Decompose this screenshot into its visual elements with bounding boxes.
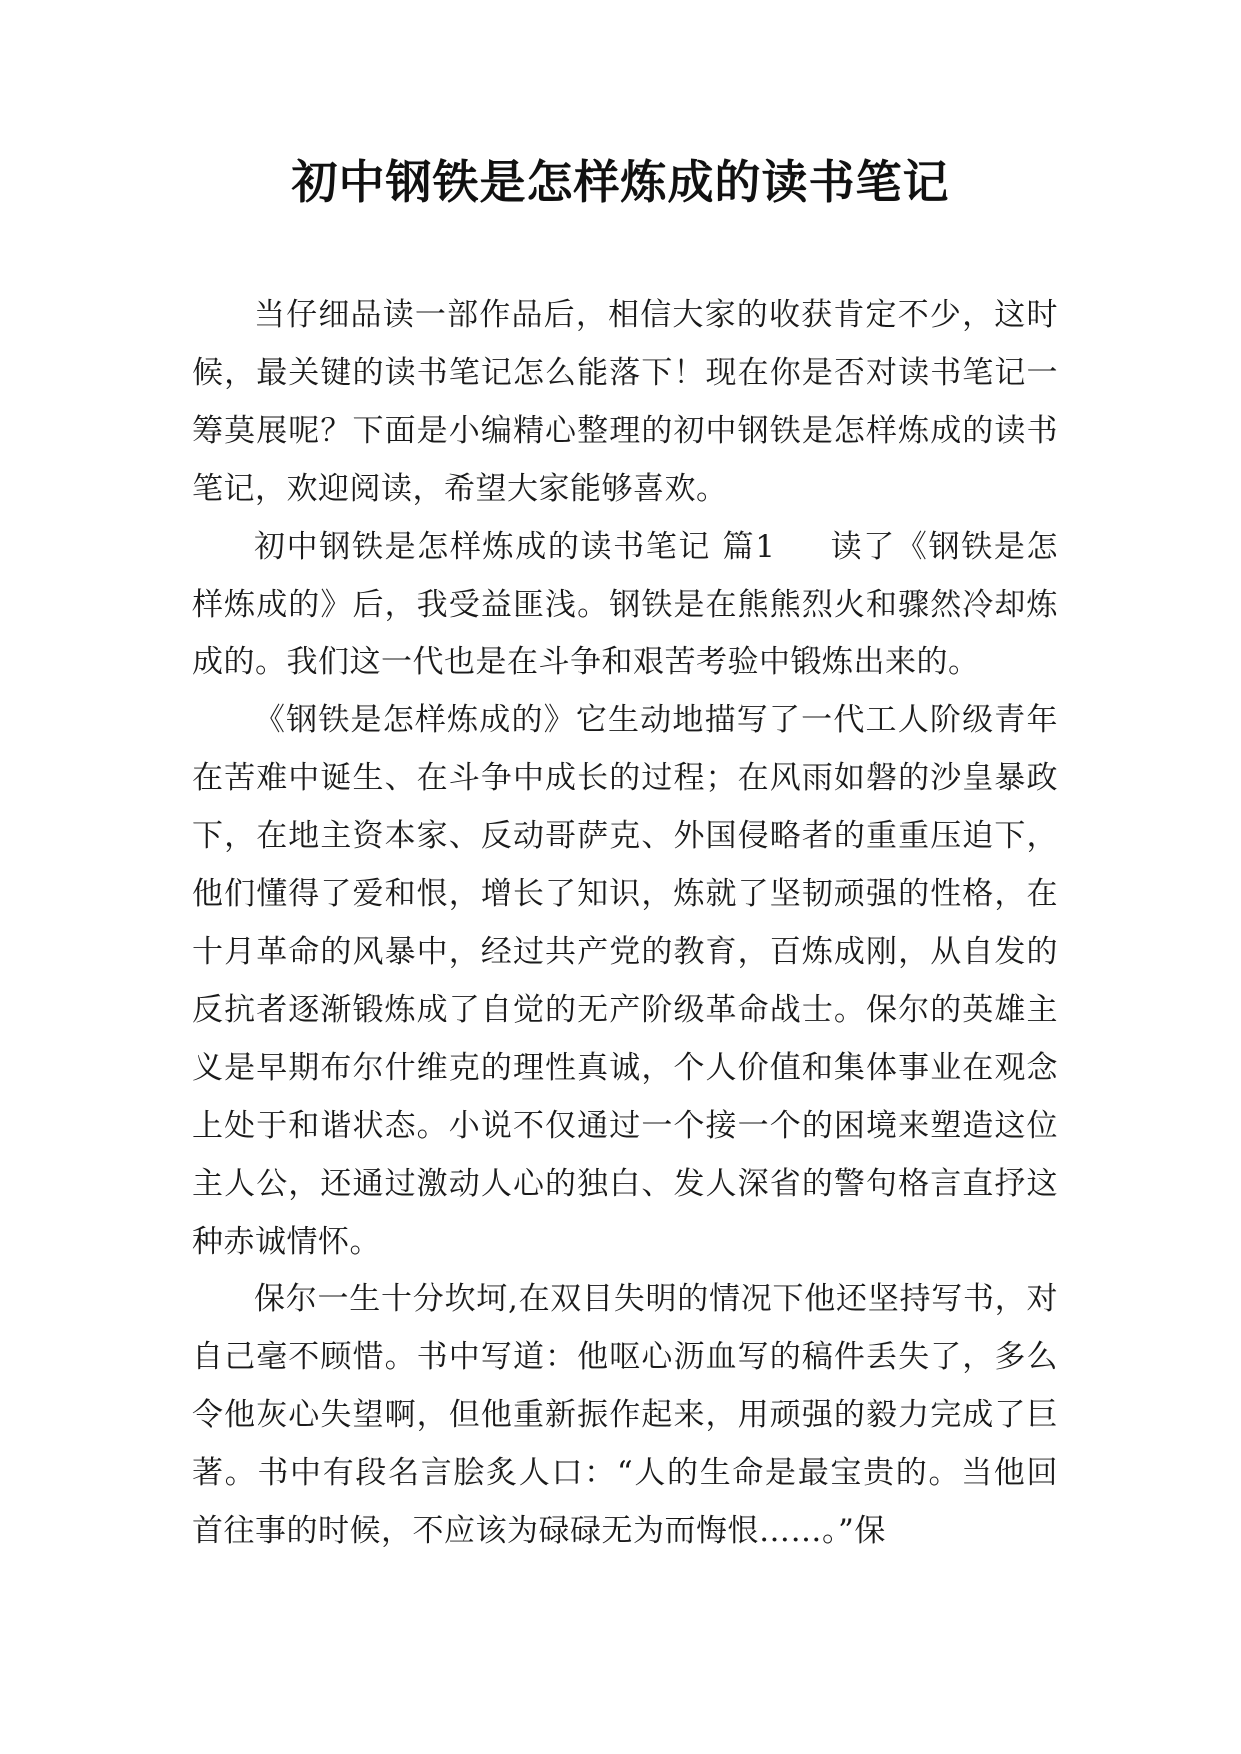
document-body bbox=[192, 287, 1058, 1561]
intro-paragraph: 当仔细品读一部作品后，相信大家的收获肯定不少，这时候，最关键的读书笔记怎么能落下！现在你是否对读书笔记一筹莫展呢？下面是小编精心整理的初中钢铁是怎样炼成的读书笔记，欢迎阅读，希望大家能够喜欢。 bbox=[192, 297, 1058, 507]
section-first-text: 读了《钢铁是怎样炼成的》后，我受益匪浅。钢铁是在熊熊烈火和骤然冷却炼成的。我们这一代也是在斗争和艰苦考验中锻炼出来的。 bbox=[192, 528, 1059, 681]
section-heading: 初中钢铁是怎样炼成的读书笔记 篇1 bbox=[254, 528, 776, 565]
document-title: 初中钢铁是怎样炼成的读书笔记 bbox=[291, 155, 950, 209]
section-1-paragraph bbox=[192, 519, 1058, 693]
body-paragraph-3: 保尔一生十分坎坷,在双目失明的情况下他还坚持写书，对自己毫不顾惜。书中写道：他呕心沥血写的稿件丢失了，多么令他灰心失望啊，但他重新振作起来，用顽强的毅力完成了巨著。书中有段名言脍炙人口：“人的生命是最宝贵的。当他回首往事的时候，不应该为碌碌无为而悔恨……。”保 bbox=[192, 1281, 1058, 1550]
body-paragraph-2: 《钢铁是怎样炼成的》它生动地描写了一代工人阶级青年在苦难中诞生、在斗争中成长的过程；在风雨如磐的沙皇暴政下，在地主资本家、反动哥萨克、外国侵略者的重重压迫下，他们懂得了爱和恨，增长了知识，炼就了坚韧顽强的性格，在十月革命的风暴中，经过共产党的教育，百炼成刚，从自发的反抗者逐渐锻炼成了自觉的无产阶级革命战士。保尔的英雄主义是早期布尔什维克的理性真诚，个人价值和集体事业在观念上处于和谐状态。小说不仅通过一个接一个的困境来塑造这位主人公，还通过激动人心的独白、发人深省的警句格言直抒这种赤诚情怀。 bbox=[192, 702, 1058, 1260]
